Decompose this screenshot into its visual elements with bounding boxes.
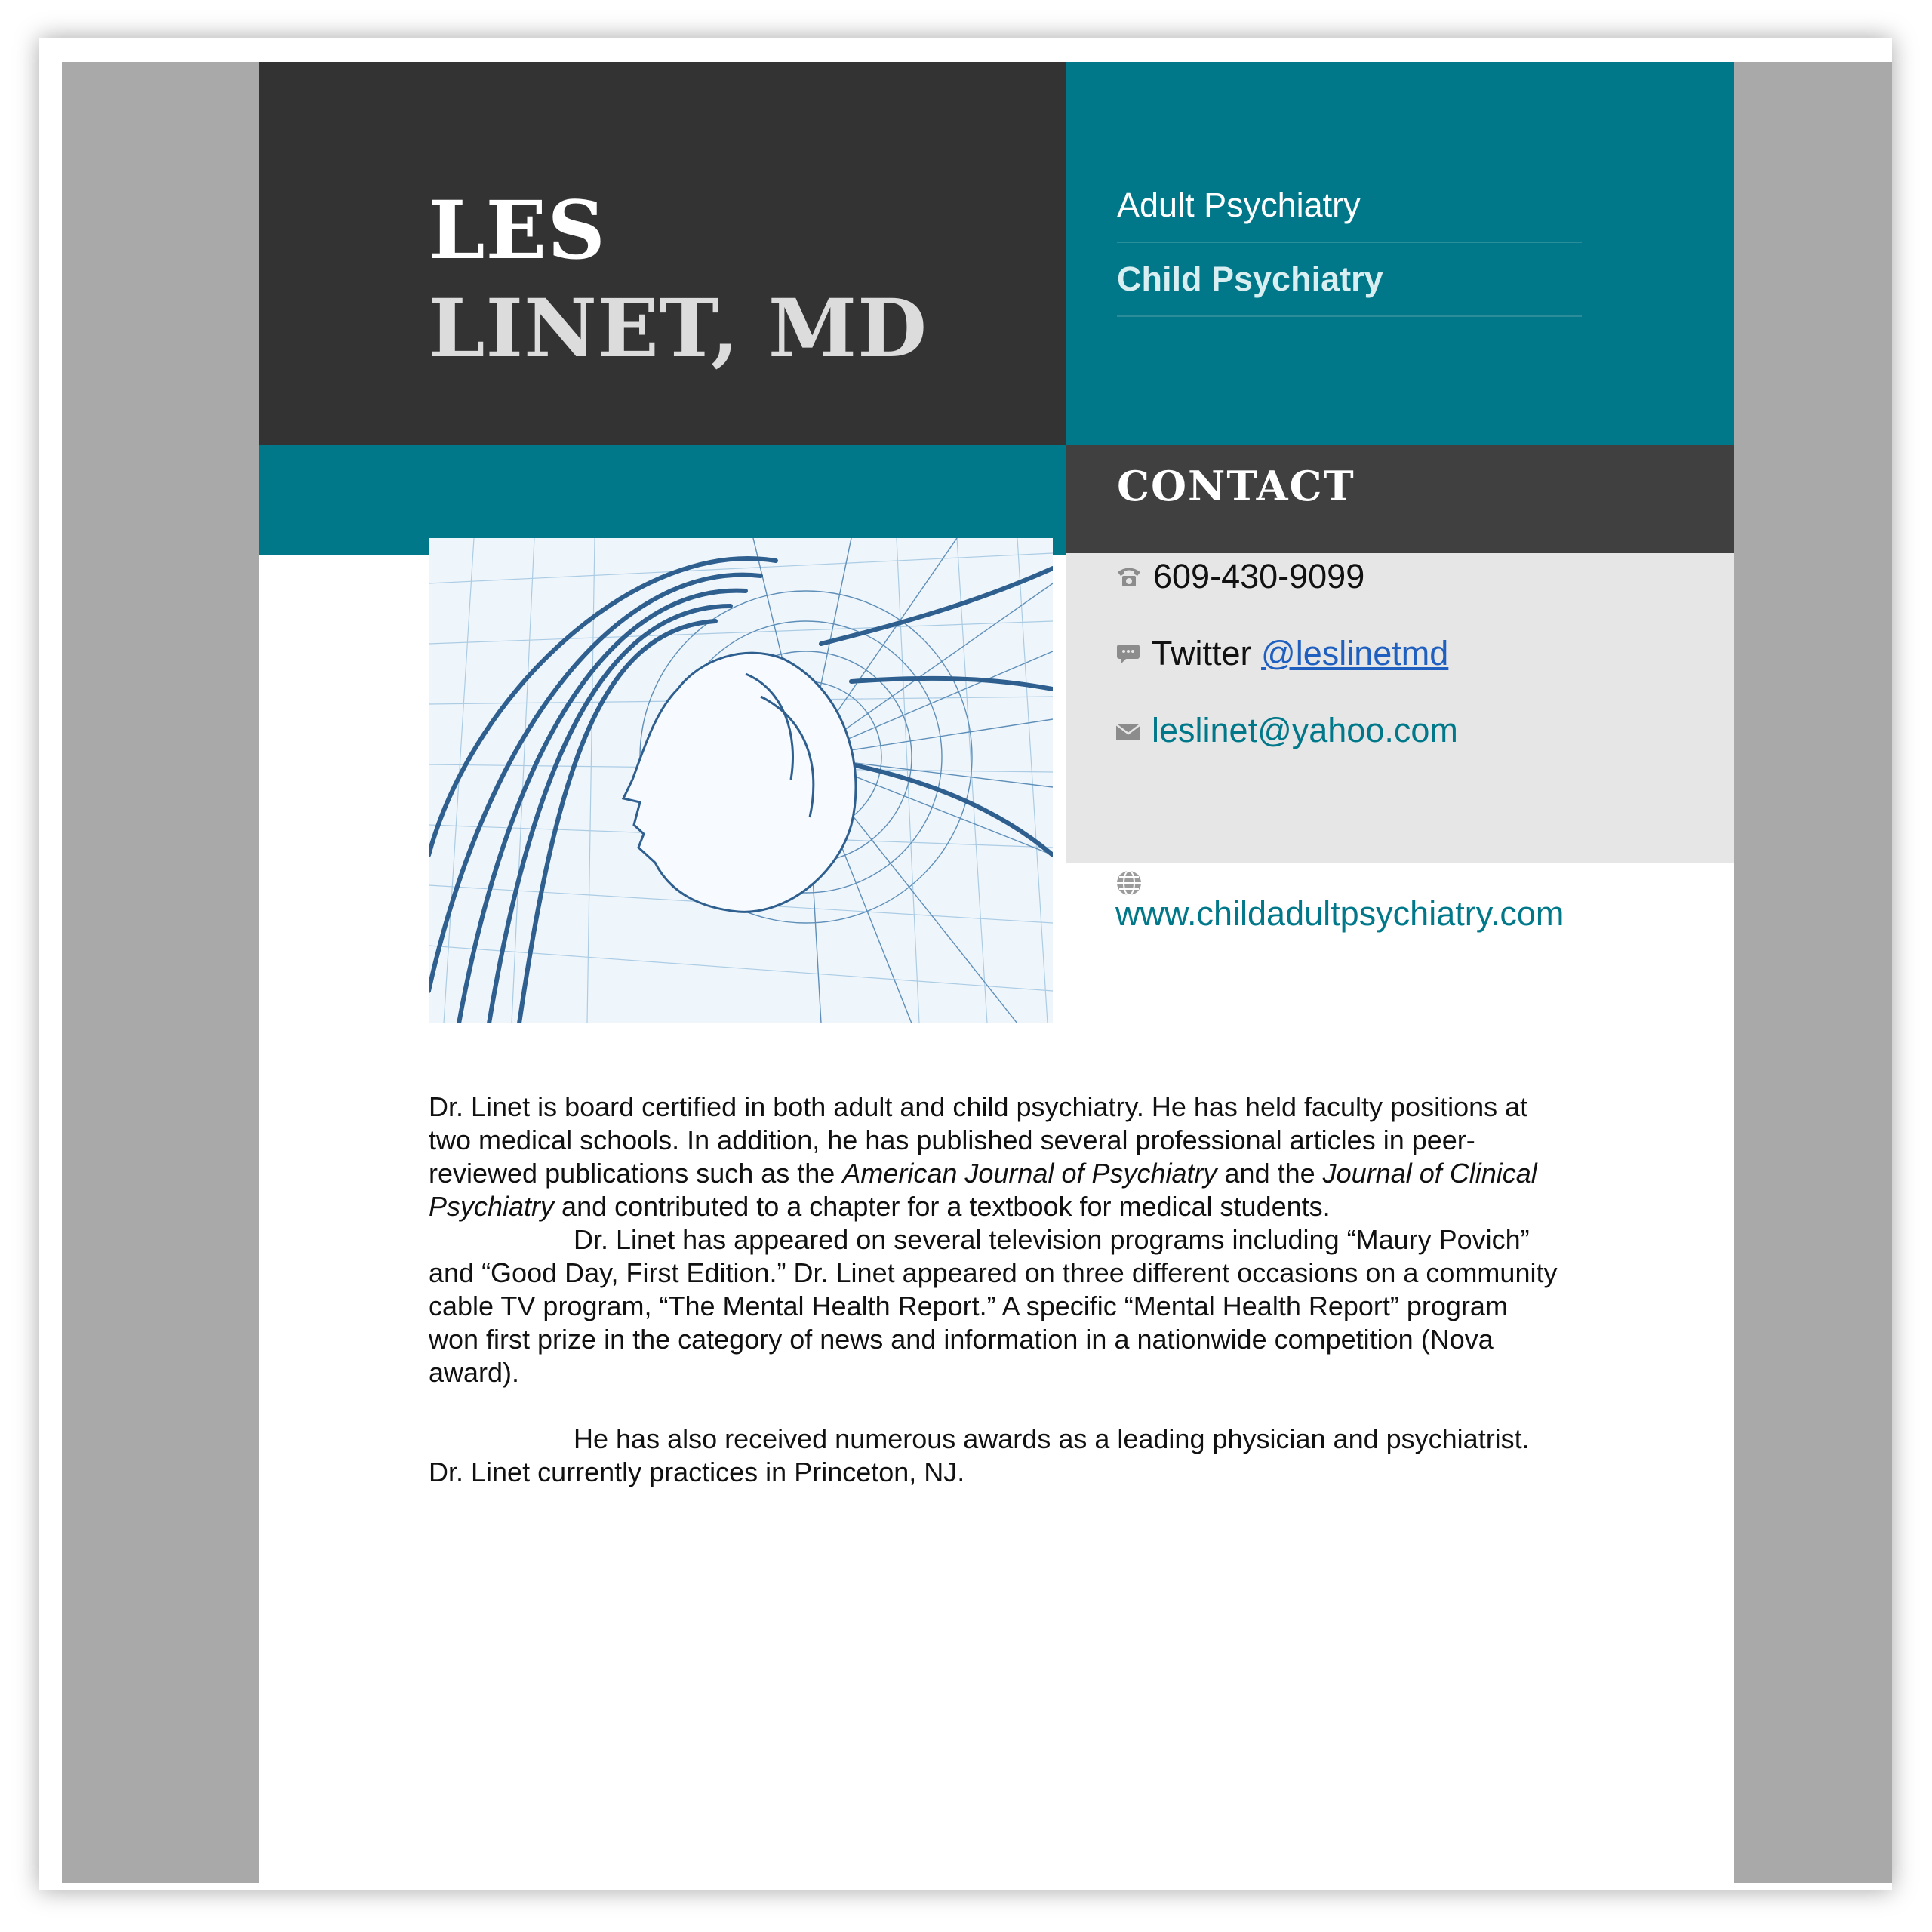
contact-title: CONTACT: [1117, 462, 1355, 510]
doctor-name: [429, 181, 928, 377]
biography: [429, 1091, 1561, 1489]
specialty-adult: Adult Psychiatry: [1117, 169, 1582, 243]
contact-email-row: [1115, 707, 1458, 754]
contact-twitter-row: [1115, 630, 1448, 677]
name-line-1: LES: [429, 183, 606, 277]
envelope-icon: [1115, 711, 1141, 750]
contact-phone-row: [1115, 553, 1364, 600]
head-wireframe-illustration: [429, 538, 1053, 1023]
twitter-handle-link[interactable]: @leslinetmd: [1261, 634, 1449, 672]
phone-icon: [1115, 557, 1143, 596]
email-link[interactable]: leslinet@yahoo.com: [1152, 711, 1458, 749]
journal-title-2: Journal of Clinical Psychiatry: [429, 1158, 1537, 1222]
bio-paragraph-3: He has also received numerous awards as a leading physician and psychiatrist. Dr. Linet currently practices in Princeton, NJ.: [429, 1423, 1530, 1487]
chat-icon: [1115, 634, 1141, 673]
website-link[interactable]: www.childadultpsychiatry.com: [1115, 894, 1564, 933]
phone-number[interactable]: 609-430-9099: [1153, 557, 1365, 595]
bio-paragraph-1: Dr. Linet is board certified in both adult and child psychiatry. He has held faculty positions at two medical schools. In addition, he has published several professional articles in peer-reviewed publications such as the American Journal of Psychiatry and the Journal of Clinical Psychiatry and contributed to a chapter for a textbook for medical students.: [429, 1091, 1537, 1222]
twitter-label: Twitter: [1152, 634, 1252, 672]
specialty-child: Child Psychiatry: [1117, 243, 1582, 317]
journal-title-1: American Journal of Psychiatry: [842, 1158, 1217, 1189]
bio-paragraph-2: Dr. Linet has appeared on several television programs including “Maury Povich” and “Good Day, First Edition.” Dr. Linet appeared on three different occasions on a community cable TV program, “The Mental Health Report.” A specific “Mental Health Report” program won first prize in the category of news and information in a nationwide competition (Nova award).: [429, 1224, 1558, 1388]
name-line-2: LINET, MD: [429, 281, 928, 375]
